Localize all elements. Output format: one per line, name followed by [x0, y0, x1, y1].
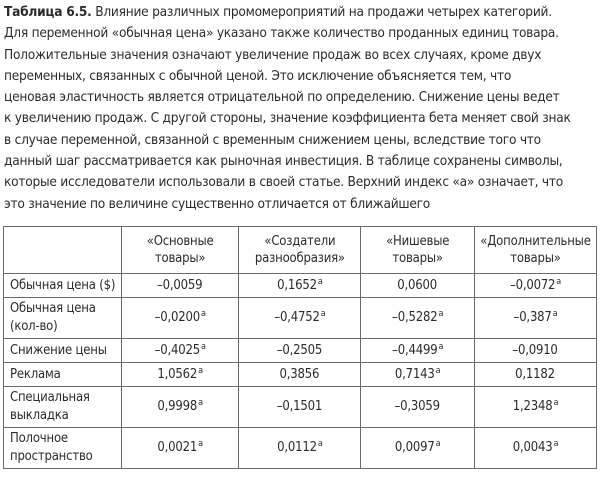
table-cell: –0,5282$^a$	[361, 298, 475, 339]
table-cell: –0,0200$^a$	[121, 298, 239, 339]
table-cell: 0,0600	[361, 274, 475, 298]
column-header	[4, 227, 122, 274]
table-cell: –0,4752$^a$	[239, 298, 361, 339]
caption-line: которые исследователи использовали в своей статье. Верхний индекс «а» означает, что	[4, 174, 563, 191]
table-cell: –0,0072$^a$	[475, 274, 597, 298]
table-cell: 0,1652$^a$	[239, 274, 361, 298]
column-header: «Нишевые товары»	[361, 227, 475, 274]
caption-line: Для переменной «обычная цена» указано также количество проданных единиц товара.	[4, 25, 559, 42]
table-header-row	[4, 227, 597, 274]
table-row	[4, 363, 597, 387]
table-row	[4, 339, 597, 363]
table-cell: 0,1182	[475, 363, 597, 387]
table-row	[4, 428, 597, 469]
caption-line: переменных, связанных с обычной ценой. Это исключение объясняется тем, что	[4, 67, 512, 84]
table-cell: –0,2505	[239, 339, 361, 363]
table-cell: 0,0043$^a$	[475, 428, 597, 469]
table-cell: –0,0059	[121, 274, 239, 298]
row-label: Полочное пространство	[4, 428, 122, 469]
row-label: Реклама	[4, 363, 122, 387]
table-cell: 0,7143$^a$	[361, 363, 475, 387]
table-cell: –0,387$^a$	[475, 298, 597, 339]
table-cell: –0,1501	[239, 387, 361, 428]
table-cell: –0,3059	[361, 387, 475, 428]
column-header: «Дополнительные товары»	[475, 227, 597, 274]
table-cell: 1,0562$^a$	[121, 363, 239, 387]
caption-line: это значение по величине существенно отличается от ближайшего	[4, 195, 431, 212]
table-caption	[4, 2, 598, 215]
caption-line: к увеличению продаж. С другой стороны, значение коэффициента бета меняет свой знак	[4, 110, 571, 127]
caption-text: Влияние различных промомероприятий на продажи четырех категорий.	[95, 4, 552, 20]
caption-line: ценовая эластичность является отрицательной по определению. Снижение цены ведет	[4, 89, 560, 106]
table-cell: 1,2348$^a$	[475, 387, 597, 428]
caption-line: Положительные значения означают увеличение продаж во всех случаях, кроме двух	[4, 46, 542, 63]
column-header: «Основные товары»	[121, 227, 239, 274]
table-cell: –0,4499$^a$	[361, 339, 475, 363]
table-cell: 0,3856	[239, 363, 361, 387]
table-cell: 0,0021$^a$	[121, 428, 239, 469]
table-cell: 0,0097$^a$	[361, 428, 475, 469]
table-cell: –0,0910	[475, 339, 597, 363]
caption-line: в случае переменной, связанной с временным снижением цены, вследствие того что	[4, 131, 541, 148]
table-row	[4, 387, 597, 428]
table-row	[4, 298, 597, 339]
table-cell: 0,0112$^a$	[239, 428, 361, 469]
row-label: Обычная цена ($)	[4, 274, 122, 298]
table-row	[4, 274, 597, 298]
caption-line: данный шаг рассматривается как рыночная инвестиция. В таблице сохранены символы,	[4, 153, 563, 170]
column-header: «Создатели разнообразия»	[239, 227, 361, 274]
row-label: Обычная цена (кол-во)	[4, 298, 122, 339]
table-cell: –0,4025$^a$	[121, 339, 239, 363]
row-label: Снижение цены	[4, 339, 122, 363]
caption-title: Таблица 6.5.	[4, 4, 92, 20]
table-cell: 0,9998$^a$	[121, 387, 239, 428]
caption-line	[4, 2, 598, 23]
row-label: Специальная выкладка	[4, 387, 122, 428]
promo-effects-table	[3, 226, 597, 469]
